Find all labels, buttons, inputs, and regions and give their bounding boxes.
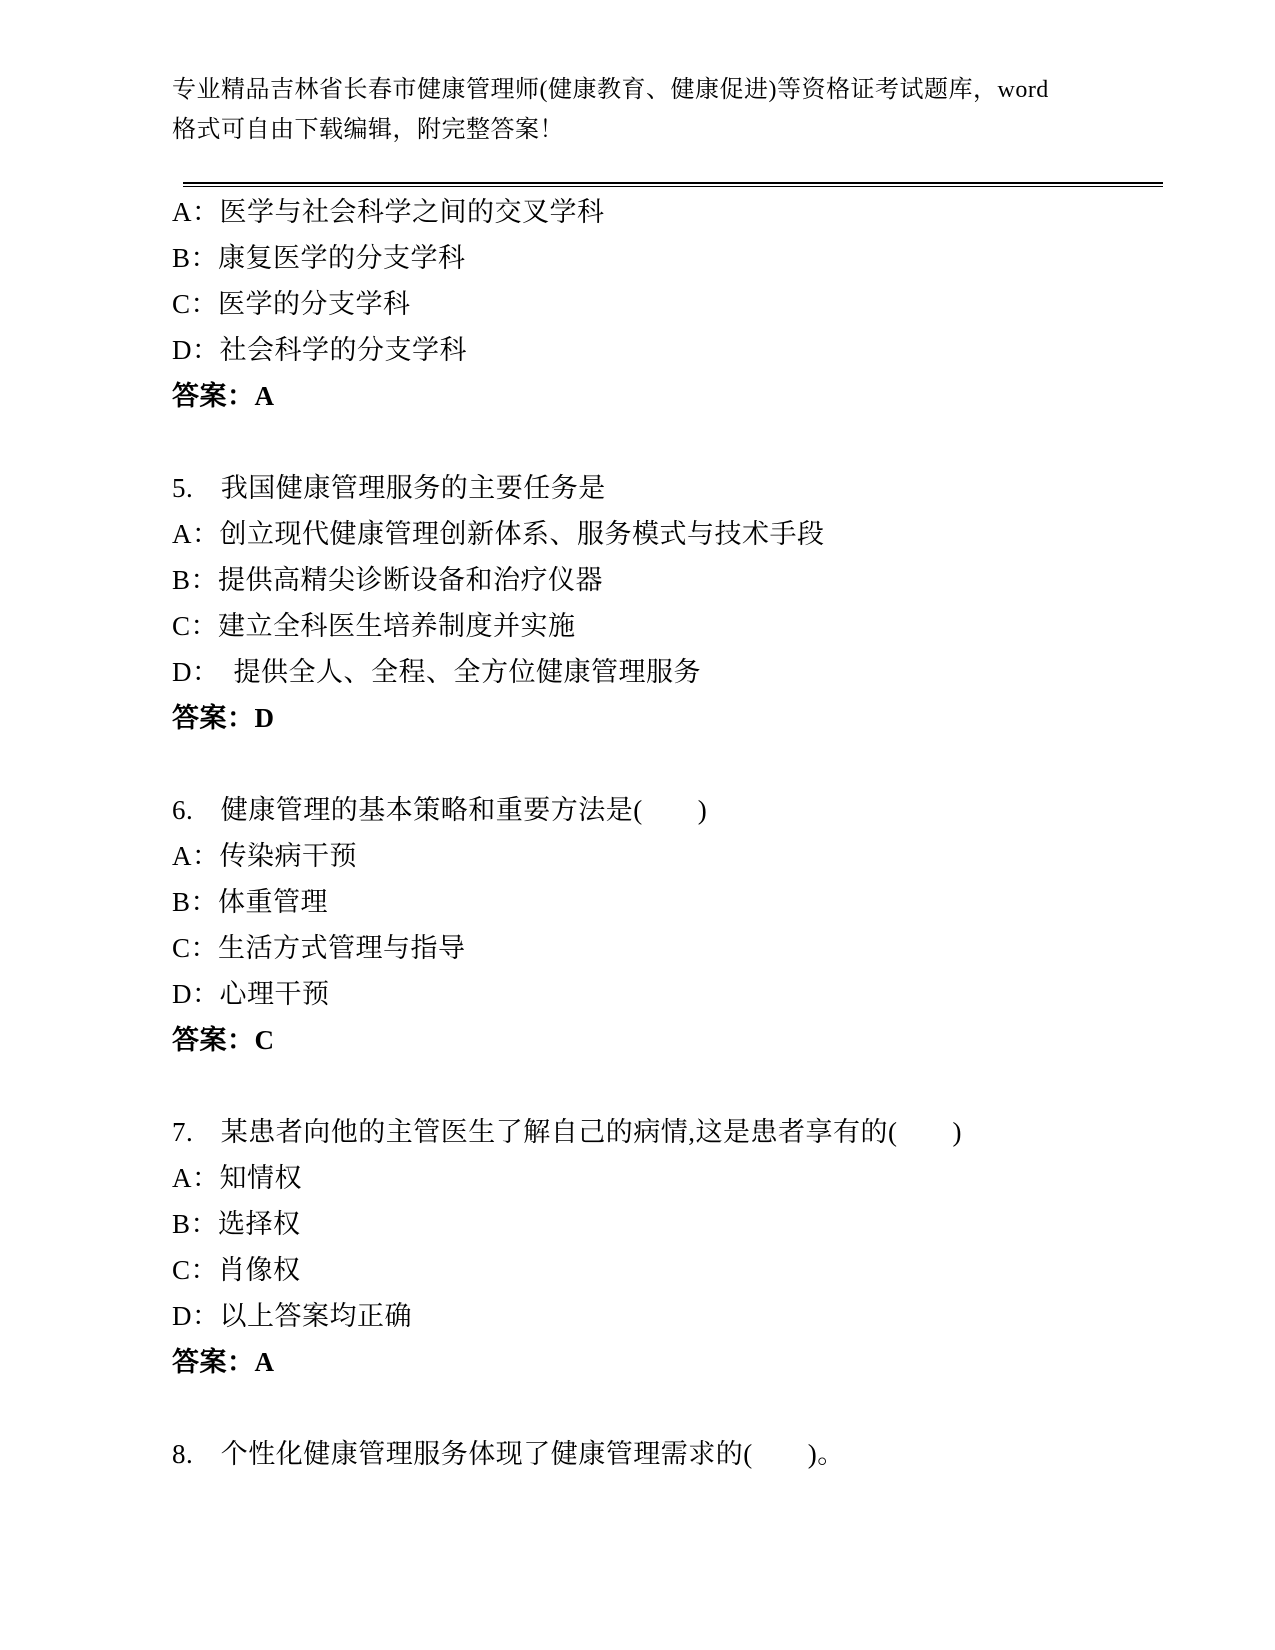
option-line: A：医学与社会科学之间的交叉学科 (172, 197, 605, 227)
option-line: D：社会科学的分支学科 (172, 335, 467, 365)
question-block (172, 465, 1275, 741)
option-line: C：生活方式管理与指导 (172, 933, 466, 963)
option-line: A：知情权 (172, 1163, 302, 1193)
question-text: 5. 我国健康管理服务的主要任务是 (172, 473, 606, 503)
option-line: D：心理干预 (172, 979, 330, 1009)
question-block (172, 1109, 1275, 1385)
option-line: A：传染病干预 (172, 841, 357, 871)
question-list (0, 187, 1275, 1477)
option-line: C：医学的分支学科 (172, 289, 411, 319)
question-block (172, 1431, 1275, 1477)
option-line: B：提供高精尖诊断设备和治疗仪器 (172, 565, 604, 595)
answer-line: 答案：A (172, 381, 275, 411)
document-header (0, 0, 1275, 150)
answer-line: 答案：A (172, 1347, 275, 1377)
question-block (172, 787, 1275, 1063)
question-text: 7. 某患者向他的主管医生了解自己的病情,这是患者享有的( ) (172, 1117, 962, 1147)
answer-line: 答案：C (172, 1025, 275, 1055)
answer-line: 答案：D (172, 703, 275, 733)
option-line: C：建立全科医生培养制度并实施 (172, 611, 576, 641)
option-line: C：肖像权 (172, 1255, 301, 1285)
option-line: A：创立现代健康管理创新体系、服务模式与技术手段 (172, 519, 825, 549)
option-line: B：体重管理 (172, 887, 329, 917)
option-line: B：康复医学的分支学科 (172, 243, 466, 273)
question-text: 6. 健康管理的基本策略和重要方法是( ) (172, 795, 708, 825)
question-block (172, 189, 1275, 419)
option-line: D： 提供全人、全程、全方位健康管理服务 (172, 657, 701, 687)
question-text: 8. 个性化健康管理服务体现了健康管理需求的( )。 (172, 1439, 845, 1469)
option-line: B：选择权 (172, 1209, 301, 1239)
header-line-1: 专业精品吉林省长春市健康管理师(健康教育、健康促进)等资格证考试题库，word (172, 77, 1049, 103)
header-line-2: 格式可自由下载编辑，附完整答案！ (172, 117, 564, 143)
option-line: D：以上答案均正确 (172, 1301, 412, 1331)
